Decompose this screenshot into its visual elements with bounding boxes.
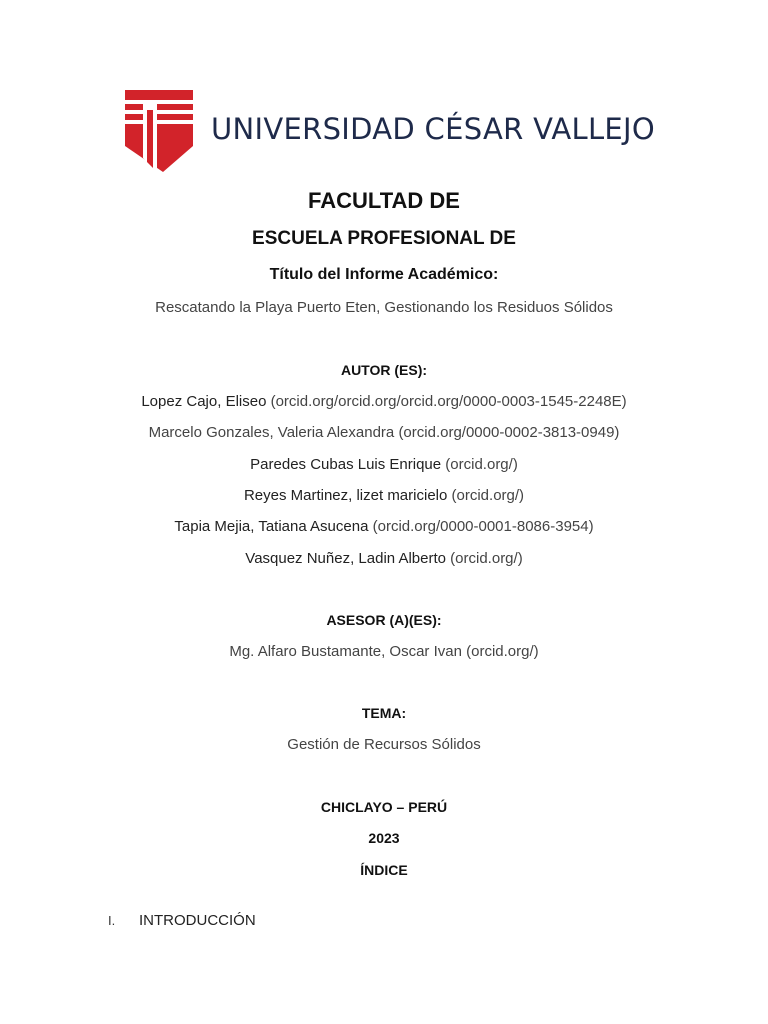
author-orcid[interactable]: (orcid.org/0000-0002-3813-0949) (398, 424, 620, 441)
report-label: Título del Informe Académico: (269, 266, 499, 283)
index-heading: ÍNDICE (360, 862, 408, 878)
author-line (0, 456, 768, 473)
school-heading: ESCUELA PROFESIONAL DE (252, 228, 516, 249)
authors-label: AUTOR (ES): (340, 362, 428, 378)
university-name: UNIVERSIDAD CÉSAR VALLEJO (211, 112, 656, 146)
advisor-line (0, 643, 768, 660)
toc-item-title: INTRODUCCIÓN (139, 912, 256, 929)
author-line (0, 424, 768, 441)
ucv-shield-icon (123, 88, 203, 174)
author-line (0, 518, 768, 535)
author-name: Paredes Cubas Luis Enrique (250, 456, 442, 473)
author-orcid[interactable]: (orcid.org/) (451, 487, 525, 504)
year-label: 2023 (368, 830, 400, 846)
toc-item[interactable] (108, 912, 256, 929)
advisor-orcid[interactable]: (orcid.org/) (466, 643, 539, 660)
advisors-label: ASESOR (A)(ES): (326, 612, 442, 628)
place-label: CHICLAYO – PERÚ (320, 799, 448, 815)
author-orcid[interactable]: (orcid.org/orcid.org/orcid.org/0000-0003-1545-2248E) (270, 393, 627, 410)
university-logo (123, 88, 656, 174)
author-orcid[interactable]: (orcid.org/) (450, 550, 523, 567)
author-name: Reyes Martinez, lizet maricielo (243, 487, 448, 504)
author-name: Marcelo Gonzales, Valeria Alexandra (148, 424, 395, 441)
advisor-name: Mg. Alfaro Bustamante, Oscar Ivan (229, 643, 462, 660)
topic-label: TEMA: (361, 705, 407, 721)
author-line (0, 487, 768, 504)
author-name: Vasquez Nuñez, Ladin Alberto (245, 550, 446, 567)
author-orcid[interactable]: (orcid.org/) (445, 456, 518, 473)
author-line (0, 393, 768, 410)
author-name: Tapia Mejia, Tatiana Asucena (174, 518, 369, 535)
report-title: Rescatando la Playa Puerto Eten, Gestionando los Residuos Sólidos (155, 299, 613, 316)
topic-value: Gestión de Recursos Sólidos (287, 736, 481, 753)
toc-item-number: I. (108, 913, 116, 928)
author-name: Lopez Cajo, Eliseo (141, 393, 267, 410)
author-line (0, 550, 768, 567)
faculty-heading: FACULTAD DE (308, 188, 460, 213)
author-orcid[interactable]: (orcid.org/0000-0001-8086-3954) (372, 518, 594, 535)
